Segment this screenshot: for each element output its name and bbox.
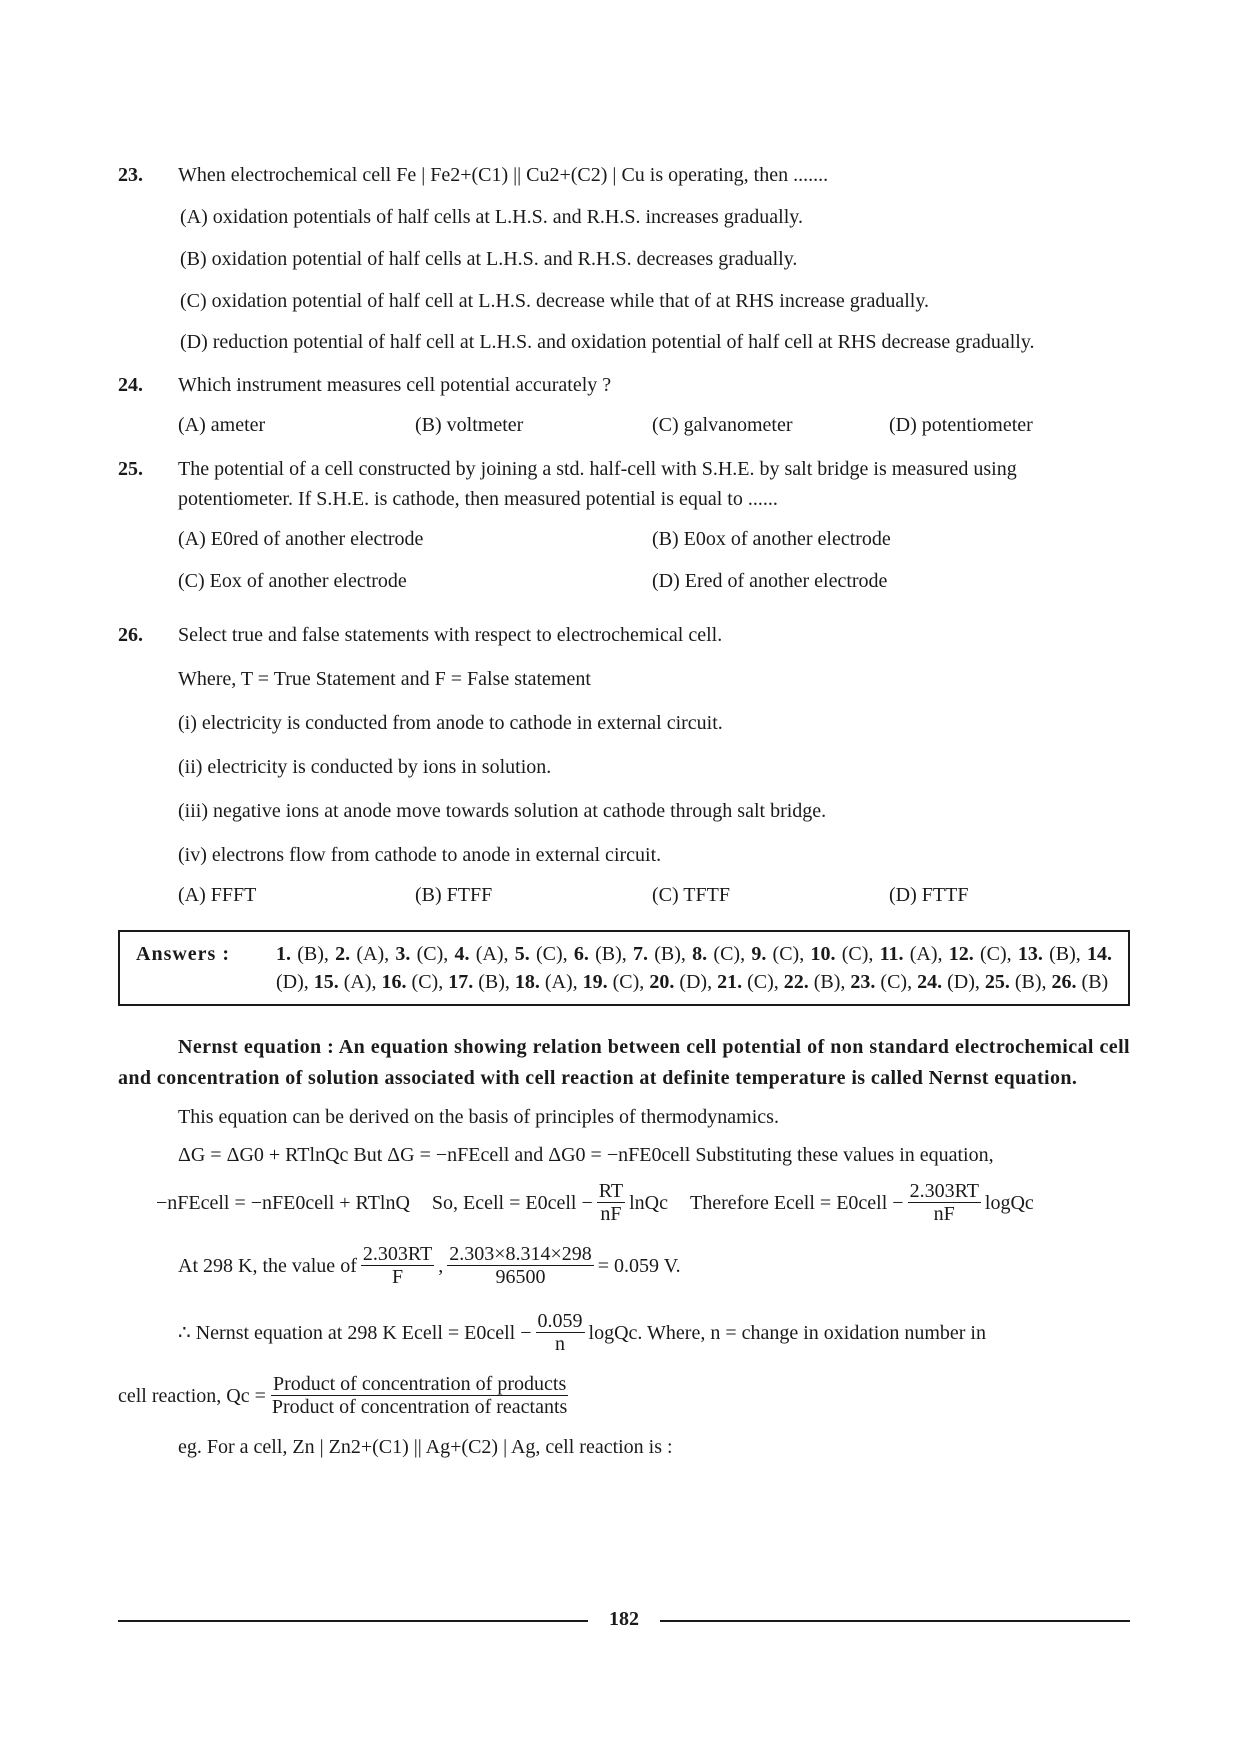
answer-number: 7.: [633, 943, 649, 965]
answer-choice: (A),: [343, 971, 377, 993]
page-footer: [118, 1608, 1130, 1632]
option-b: (B) voltmeter: [415, 414, 524, 436]
answer-choice: (A),: [475, 943, 509, 965]
equation-line-1: ΔG = ΔG0 + RTlnQc But ΔG = −nFEcell and ΔG0 = −nFE0cell Substituting these values in equation,: [178, 1144, 994, 1166]
answer-choice: (B),: [297, 943, 329, 965]
fraction-numerator: 2.303RT: [909, 1180, 979, 1202]
answer-number: 2.: [335, 943, 351, 965]
options-grid: [178, 522, 1130, 606]
fraction-denominator: nF: [933, 1203, 955, 1225]
answer-number: 12.: [948, 943, 974, 965]
option-d: (D) Ered of another electrode: [652, 570, 888, 592]
answer-choice: (C),: [979, 943, 1012, 965]
answer-number: 14.: [1087, 943, 1113, 965]
fraction: [270, 1373, 569, 1418]
fraction-numerator: RT: [598, 1180, 624, 1202]
option-c: (C) oxidation potential of half cell at L.H.S. decrease while that of at RHS increase gradually.: [180, 290, 930, 312]
eq-text: logQc. Where, n = change in oxidation number in: [588, 1321, 986, 1344]
fraction-numerator: 2.303RT: [362, 1243, 433, 1265]
eq-text: lnQc: [629, 1191, 668, 1214]
answer-number: 17.: [448, 971, 474, 993]
answer-number: 5.: [514, 943, 530, 965]
answer-choice: (C),: [535, 943, 568, 965]
option-b: (B) oxidation potential of half cells at L.H.S. and R.H.S. decreases gradually.: [180, 248, 798, 270]
options-row: [178, 410, 1130, 440]
answer-number: 16.: [381, 971, 407, 993]
question-number: 26.: [118, 624, 143, 646]
question-stem: When electrochemical cell Fe | Fe2+(C1) || Cu2+(C2) | Cu is operating, then .......: [178, 164, 829, 186]
answer-choice: (A),: [909, 943, 943, 965]
question-number: 25.: [118, 458, 143, 480]
answer-number: 25.: [984, 971, 1010, 993]
answer-choice: (C),: [411, 971, 444, 993]
answers-list: [276, 940, 1112, 996]
fraction-denominator: 96500: [495, 1266, 546, 1288]
option-d: (D) FTTF: [889, 884, 969, 906]
option-a: (A) oxidation potentials of half cells at L.H.S. and R.H.S. increases gradually.: [180, 206, 803, 228]
answer-choice: (C),: [772, 943, 805, 965]
answer-number: 10.: [810, 943, 836, 965]
option-b: (B) FTFF: [415, 884, 493, 906]
answer-number: 9.: [751, 943, 767, 965]
answer-number: 24.: [917, 971, 943, 993]
question-stem: Select true and false statements with respect to electrochemical cell.: [178, 624, 723, 646]
option-c: (C) Eox of another electrode: [178, 570, 407, 592]
answer-number: 21.: [717, 971, 743, 993]
question-number: 24.: [118, 374, 143, 396]
question-stem: The potential of a cell constructed by joining a std. half-cell with S.H.E. by salt bridge is measured using potentiometer. If S.H.E. is cathode, then measured potential is equal to ......: [178, 458, 1017, 510]
answer-choice: (C),: [416, 943, 449, 965]
page-number: 182: [597, 1608, 651, 1630]
answer-number: 8.: [692, 943, 708, 965]
answer-choice: (B),: [813, 971, 846, 993]
statement-ii: (ii) electricity is conducted by ions in solution.: [178, 756, 552, 778]
answer-choice: (C),: [841, 943, 874, 965]
answer-number: 22.: [783, 971, 809, 993]
answer-number: 3.: [395, 943, 411, 965]
equation-line-2: [156, 1180, 1130, 1225]
answer-choice: (A),: [356, 943, 390, 965]
eq-text: −nFEcell = −nFE0cell + RTlnQ: [156, 1191, 410, 1214]
answers-box: [118, 930, 1130, 1006]
answer-choice: (B),: [654, 943, 686, 965]
answer-number: 6.: [573, 943, 589, 965]
equation-line-3: [178, 1243, 1130, 1288]
options-row: [178, 880, 1130, 910]
fraction: [908, 1180, 981, 1225]
eq-text: Therefore Ecell = E0cell −: [690, 1191, 904, 1214]
answer-choice: (B),: [478, 971, 510, 993]
page-content: [118, 160, 1130, 1462]
fraction-denominator: nF: [600, 1203, 622, 1225]
fraction-numerator: 0.059: [537, 1310, 583, 1332]
nernst-definition: Nernst equation : An equation showing relation between cell potential of non standard electrochemical cell and concentration of solution associated with cell reaction at definite temperature is called Nernst equation.: [118, 1036, 1130, 1089]
fraction-numerator: 2.303×8.314×298: [449, 1243, 592, 1265]
eq-text: logQc: [984, 1191, 1034, 1214]
option-a: (A) E0red of another electrode: [178, 528, 424, 550]
option-a: (A) FFFT: [178, 884, 257, 906]
fraction: [536, 1310, 585, 1355]
answer-choice: (B),: [595, 943, 627, 965]
eq-text: At 298 K, the value of: [178, 1254, 357, 1277]
question-25: [118, 454, 1130, 606]
fraction: [361, 1243, 434, 1288]
option-b: (B) E0ox of another electrode: [652, 528, 891, 550]
question-stem: Which instrument measures cell potential accurately ?: [178, 374, 612, 396]
fraction-denominator: F: [391, 1266, 404, 1288]
eq-text: ∴ Nernst equation at 298 K Ecell = E0cell −: [178, 1321, 532, 1344]
answer-choice: (A),: [544, 971, 578, 993]
answer-choice: (D),: [679, 971, 713, 993]
question-number: 23.: [118, 164, 143, 186]
fraction-denominator: n: [555, 1333, 566, 1355]
question-26: [118, 620, 1130, 910]
eq-text: = 0.059 V.: [597, 1254, 681, 1277]
eq-text: cell reaction, Qc =: [118, 1384, 266, 1407]
answer-choice: (B),: [1049, 943, 1081, 965]
fraction: [447, 1243, 594, 1288]
question-24: [118, 370, 1130, 440]
question-23: [118, 160, 1130, 356]
answer-number: 11.: [879, 943, 904, 965]
option-d: (D) reduction potential of half cell at L.H.S. and oxidation potential of half cell at RHS decrease gradually.: [180, 331, 1035, 353]
fraction-numerator: Product of concentration of products: [272, 1373, 567, 1395]
answer-choice: (D),: [947, 971, 980, 993]
answer-choice: (C),: [612, 971, 645, 993]
equation-line-4: [178, 1310, 1130, 1355]
fraction: [597, 1180, 625, 1225]
statement-iv: (iv) electrons flow from cathode to anode in external circuit.: [178, 844, 662, 866]
option-d: (D) potentiometer: [889, 414, 1033, 436]
option-a: (A) ameter: [178, 414, 266, 436]
equation-line-6: eg. For a cell, Zn | Zn2+(C1) || Ag+(C2) | Ag, cell reaction is :: [178, 1436, 673, 1458]
answer-number: 15.: [313, 971, 339, 993]
fraction-denominator: Product of concentration of reactants: [271, 1396, 568, 1418]
answer-number: 13.: [1017, 943, 1043, 965]
answer-choice: (C),: [747, 971, 779, 993]
answer-choice: (C),: [713, 943, 746, 965]
answer-number: 1.: [276, 943, 291, 965]
answer-number: 20.: [649, 971, 675, 993]
answer-number: 4.: [454, 943, 470, 965]
answer-choice: (D),: [276, 971, 309, 993]
answers-label: Answers :: [136, 943, 230, 965]
answer-number: 19.: [582, 971, 608, 993]
where-note: Where, T = True Statement and F = False statement: [178, 668, 591, 690]
derivation-note: This equation can be derived on the basis of principles of thermodynamics.: [178, 1106, 779, 1128]
eq-text: So, Ecell = E0cell −: [431, 1191, 593, 1214]
answer-choice: (C),: [880, 971, 913, 993]
option-c: (C) galvanometer: [652, 414, 793, 436]
answer-choice: (B): [1081, 971, 1109, 993]
equation-line-5: [118, 1373, 1130, 1418]
statement-iii: (iii) negative ions at anode move towards solution at cathode through salt bridge.: [178, 800, 827, 822]
answer-number: 23.: [850, 971, 876, 993]
answer-number: 18.: [514, 971, 540, 993]
answer-number: 26.: [1051, 971, 1077, 993]
statement-i: (i) electricity is conducted from anode to cathode in external circuit.: [178, 712, 723, 734]
answer-choice: (B),: [1014, 971, 1047, 993]
option-c: (C) TFTF: [652, 884, 730, 906]
eq-text: ,: [438, 1254, 444, 1277]
